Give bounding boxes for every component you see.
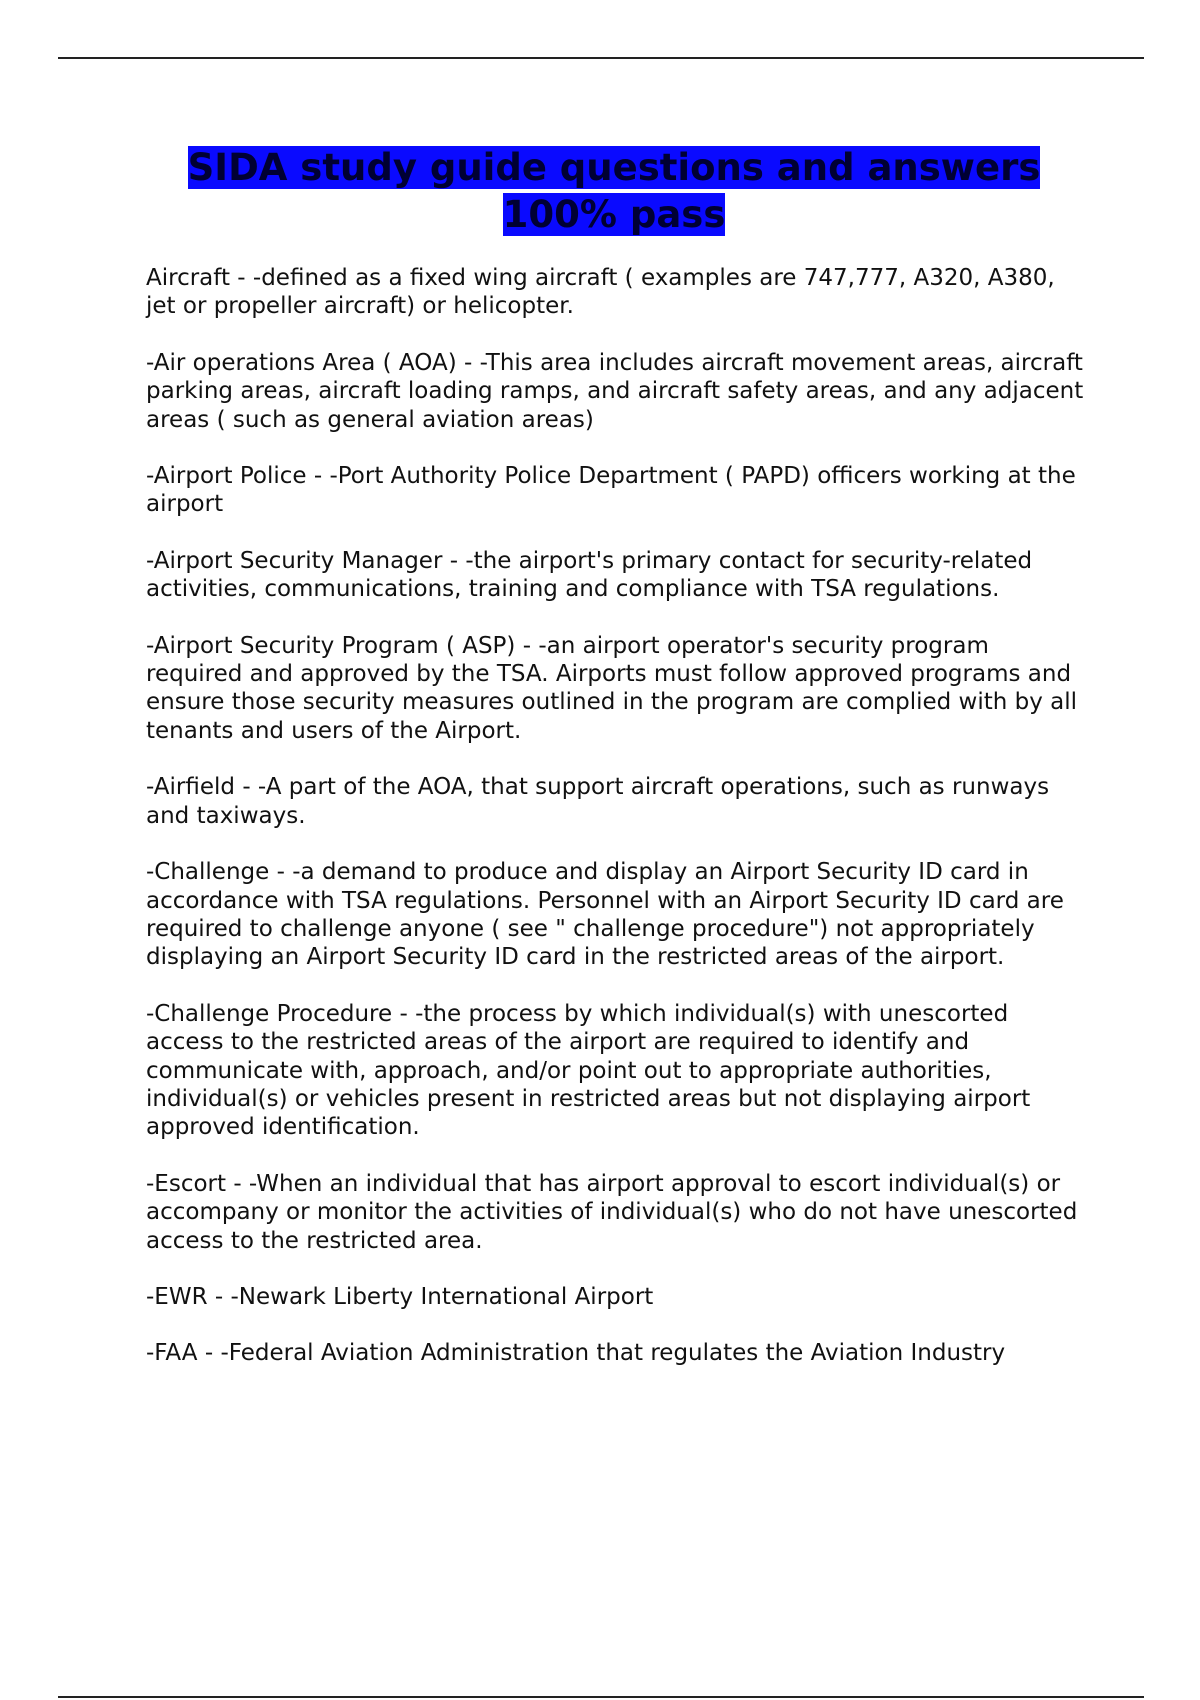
glossary-entry: -Challenge - -a demand to produce and display an Airport Security ID card in accordance with TSA regulations. Personnel with an Airport Security ID card are required to challenge anyone ( see " challenge procedure") not appropriately displaying an Airport Security ID card in the restricted areas of the airport. (146, 859, 1064, 971)
glossary-entry: -Airfield - -A part of the AOA, that support aircraft operations, such as runways and taxiways. (146, 774, 1050, 829)
glossary-entry: -EWR - -Newark Liberty International Airport (146, 1283, 654, 1310)
glossary-entry: -Airport Police - -Port Authority Police Department ( PAPD) officers working at the airport (146, 463, 1076, 518)
glossary-entry: -Air operations Area ( AOA) - -This area includes aircraft movement areas, aircraft parking areas, aircraft loading ramps, and aircraft safety areas, and any adjacent areas ( such as general aviation areas) (146, 349, 1084, 433)
footer-rule (58, 1696, 1144, 1698)
title-block (146, 144, 1082, 238)
glossary-entry: -Challenge Procedure - -the process by which individual(s) with unescorted access to the restricted areas of the airport are required to identify and communicate with, approach, and/or point out to appropriate authorities, individual(s) or vehicles present in restricted areas but not displaying airport approved identification. (146, 1000, 1031, 1141)
glossary-entry: -Escort - -When an individual that has airport approval to escort individual(s) or accompany or monitor the activities of individual(s) who do not have unescorted access to the restricted area. (146, 1170, 1078, 1254)
header-rule (58, 57, 1144, 59)
glossary-entry: -FAA - -Federal Aviation Administration that regulates the Aviation Industry (146, 1340, 1006, 1367)
glossary-list (146, 264, 1086, 1396)
glossary-entry: -Airport Security Program ( ASP) - -an airport operator's security program required and approved by the TSA. Airports must follow approved programs and ensure those security measures outlined in the program are complied with by all tenants and users of the Airport. (146, 632, 1078, 744)
document-title: SIDA study guide questions and answers 100% pass (187, 146, 1041, 236)
glossary-entry: Aircraft - -defined as a fixed wing aircraft ( examples are 747,777, A320, A380, jet or propeller aircraft) or helicopter. (146, 265, 1055, 320)
glossary-entry: -Airport Security Manager - -the airport's primary contact for security-related activities, communications, training and compliance with TSA regulations. (146, 547, 1033, 603)
